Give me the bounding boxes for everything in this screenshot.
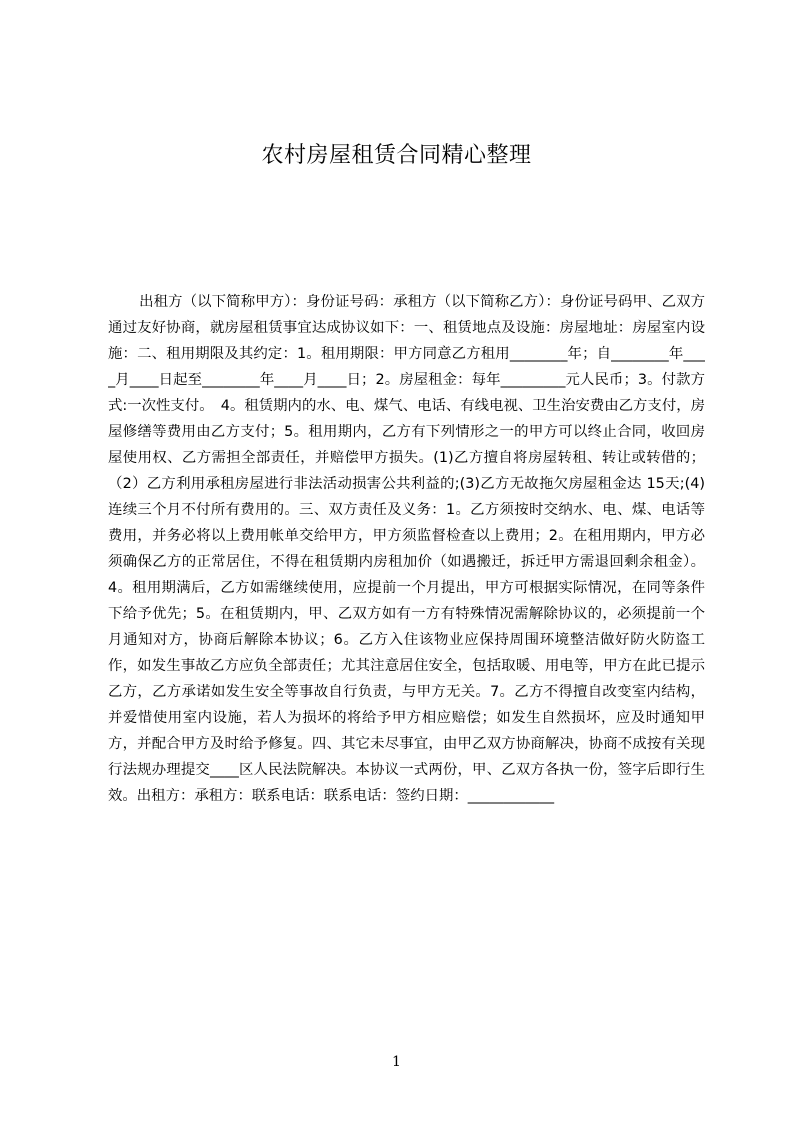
page-number: 1 xyxy=(392,1054,401,1070)
document-title: 农村房屋租赁合同精心整理 xyxy=(261,143,532,168)
contract-body-text: 出租方（以下简称甲方）：身份证号码：承租方（以下简称乙方）：身份证号码甲、乙双方通过友好协商，就房屋租赁事宜达成协议如下：一、租赁地点及设施：房屋地址：房屋室内设施：二、租用期限及其约定：1。租用期限：甲方同意乙方租用________年；自________年____月____日起至________年____月____日；2。房屋租金：每年_________元人民币；3。付款方式:一次性支付。 4。租赁期内的水、电、煤气、电话、有线电视、卫生治安费由乙方支付，房屋修缮等费用由乙方支付；5。租用期内，乙方有下列情形之一的甲方可以终止合同，收回房屋使用权、乙方需担全部责任，并赔偿甲方损失。(1)乙方擅自将房屋转租、转让或转借的；（2）乙方利用承租房屋进行非法活动损害公共利益的;(3)乙方无故拖欠房屋租金达 15天;(4)连续三个月不付所有费用的。三、双方责任及义务：1。乙方须按时交纳水、电、煤、电话等费用，并务必将以上费用帐单交给甲方，甲方须监督检查以上费用；2。在租用期内，甲方必须确保乙方的正常居住，不得在租赁期内房租加价（如遇搬迁，拆迁甲方需退回剩余租金）。4。租用期满后，乙方如需继续使用，应提前一个月提出，甲方可根据实际情况，在同等条件下给予优先；5。在租赁期内，甲、乙双方如有一方有特殊情况需解除协议的，必须提前一个月通知对方，协商后解除本协议；6。乙方入住该物业应保持周围环境整洁做好防火防盗工作，如发生事故乙方应负全部责任；尤其注意居住安全，包括取暖、用电等，甲方在此已提示乙方，乙方承诺如发生安全等事故自行负责，与甲方无关。7。乙方不得擅自改变室内结构，并爱惜使用室内设施，若人为损坏的将给予甲方相应赔偿；如发生自然损坏，应及时通知甲方，并配合甲方及时给予修复。四、其它未尽事宜，由甲乙双方协商解决，协商不成按有关现行法规办理提交____区人民法院解决。本协议一式两份，甲、乙双方各执一份，签字后即行生效。出租方：承租方：联系电话：联系电话：签约日期：____________ xyxy=(108,294,705,804)
contract-body xyxy=(108,289,705,889)
